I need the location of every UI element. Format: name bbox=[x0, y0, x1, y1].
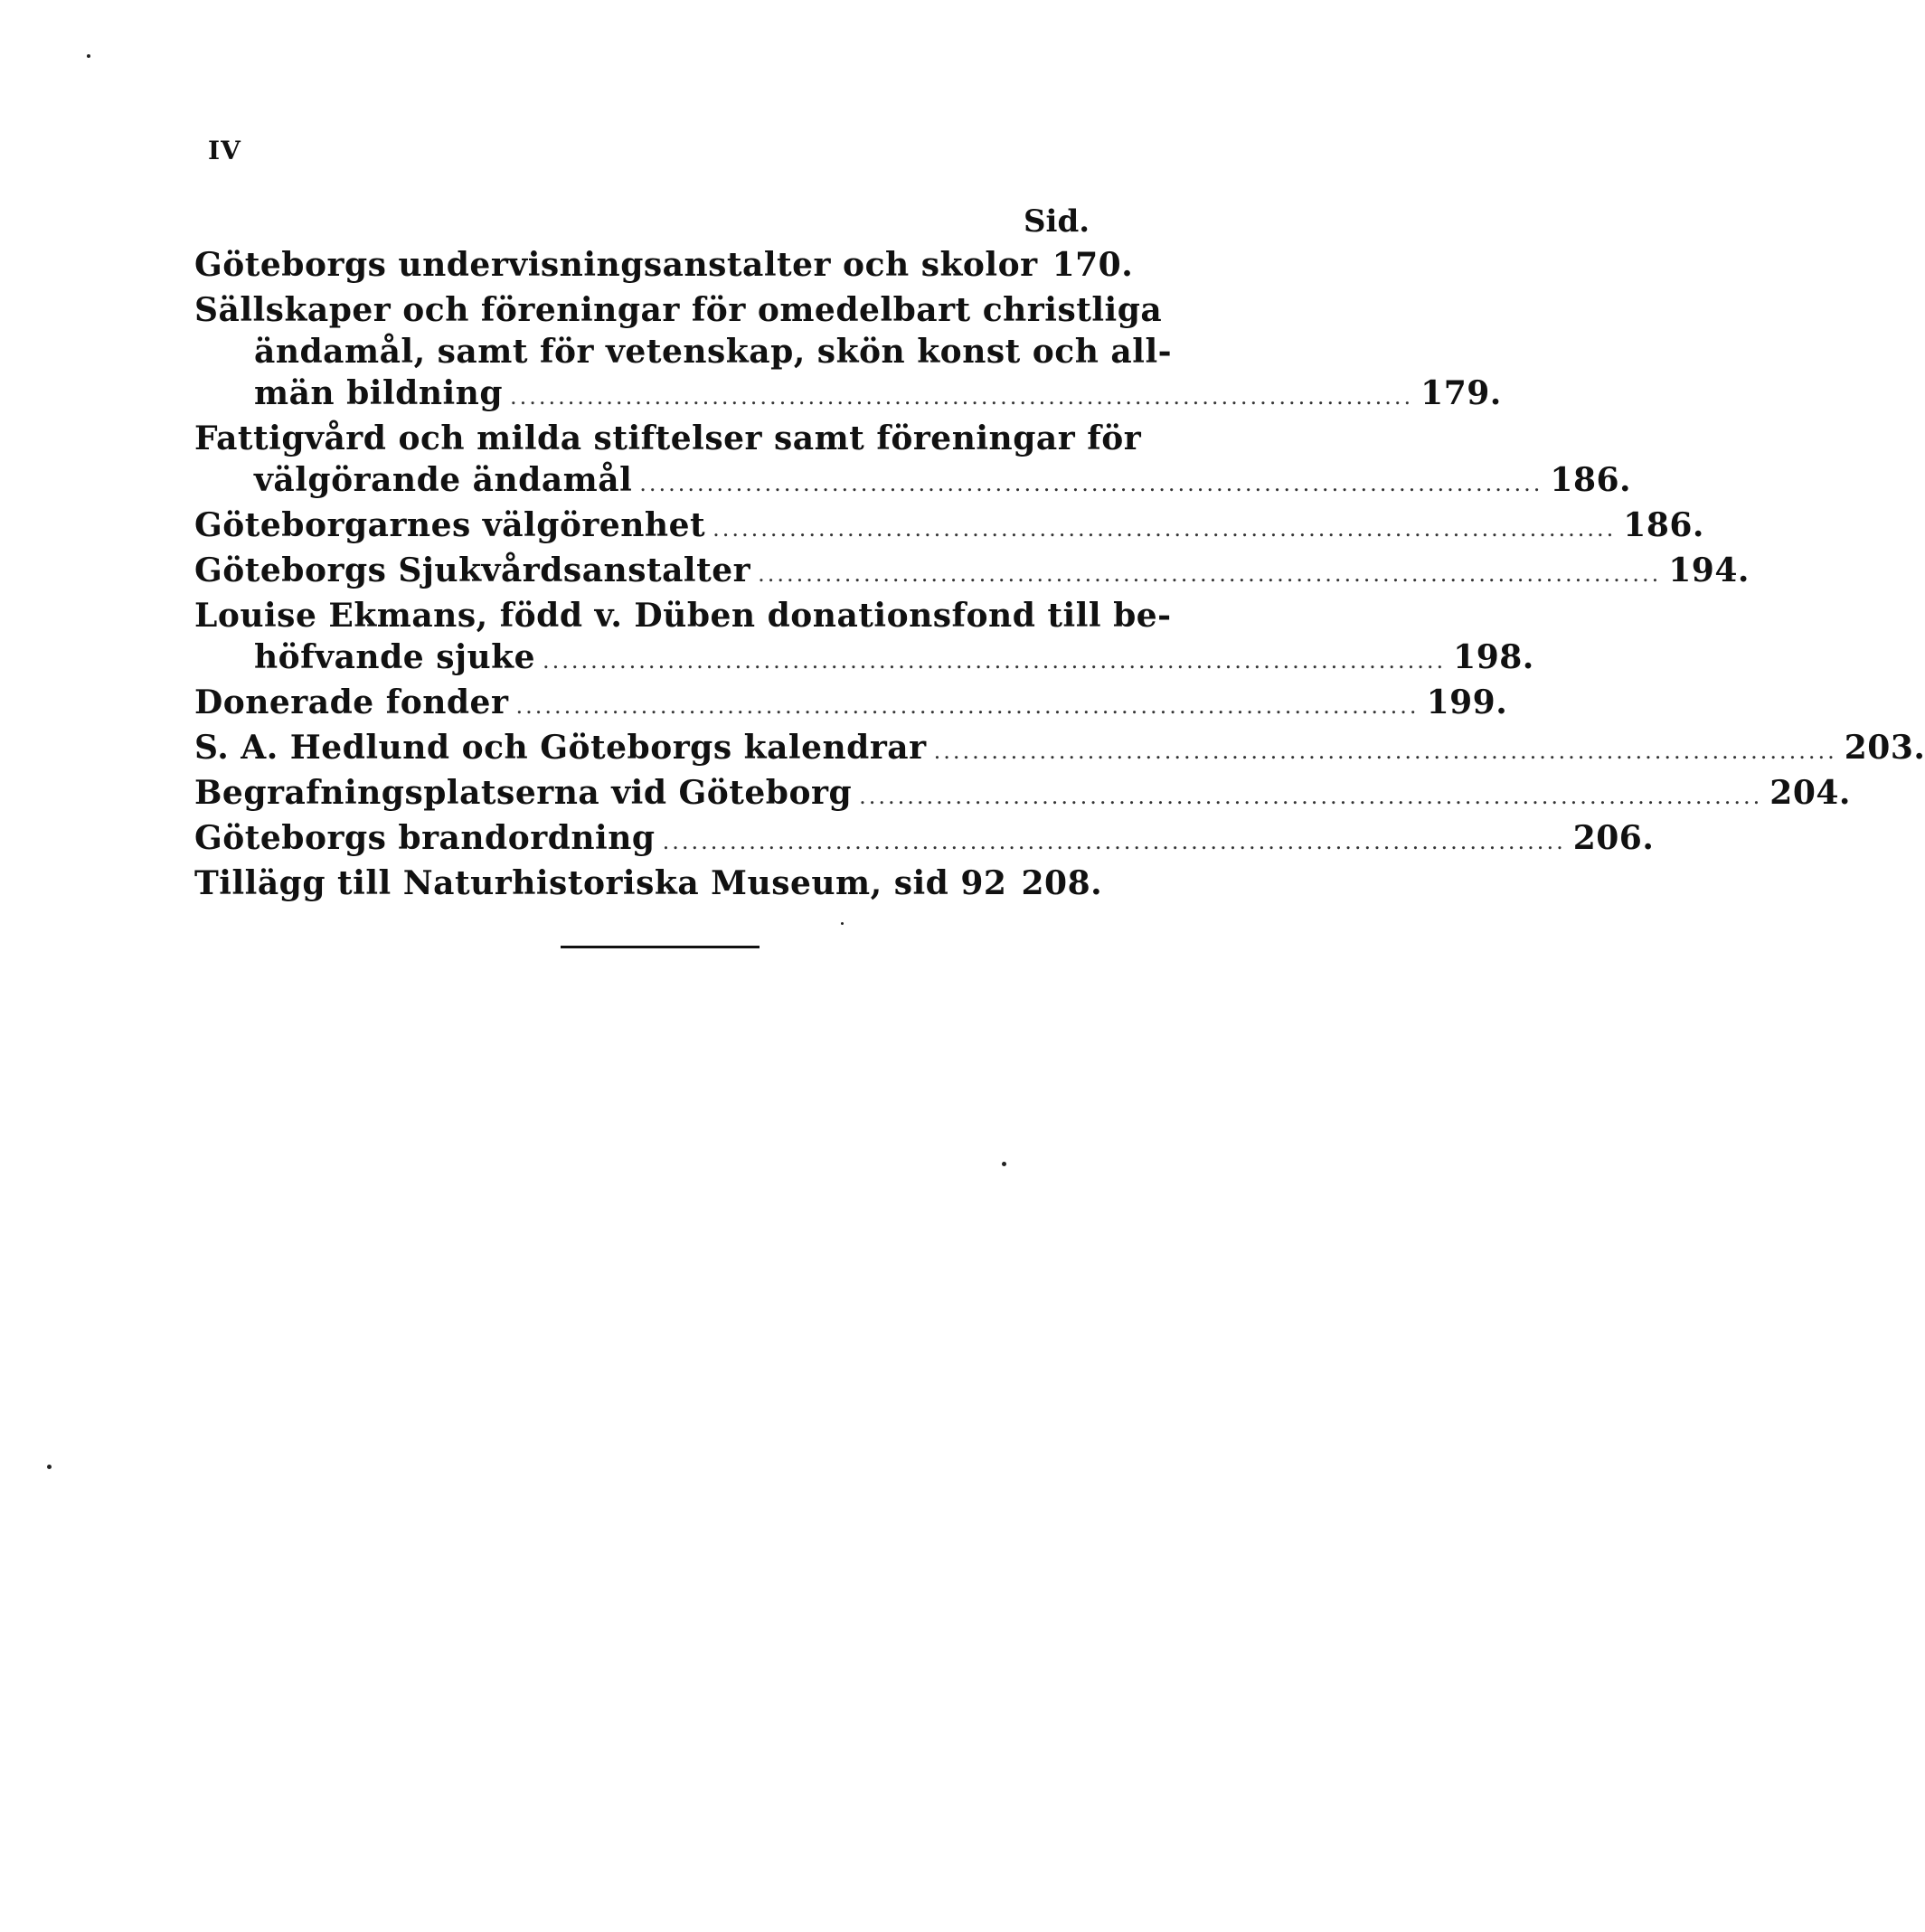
toc-entry bbox=[194, 244, 1134, 289]
toc-entry-page: 208. bbox=[1021, 864, 1103, 902]
toc-entry-title: Fattigvård och milda stiftelser samt föreningar för bbox=[194, 419, 1142, 457]
page-number: IV bbox=[208, 136, 241, 165]
toc-entry-title: Göteborgs undervisningsanstalter och skolor bbox=[194, 246, 1038, 284]
toc-entry-title-continued: välgörande ändamål bbox=[254, 461, 633, 499]
toc-entry bbox=[194, 418, 1632, 504]
dot-leader: .............................................................................................. bbox=[510, 384, 1414, 410]
dot-leader: .............................................................................................. bbox=[859, 784, 1763, 809]
toc-entry bbox=[194, 550, 1750, 595]
toc-entry bbox=[194, 682, 1508, 727]
toc-entry-title: S. A. Hedlund och Göteborgs kalendrar bbox=[194, 729, 927, 767]
scan-speck bbox=[1002, 1162, 1006, 1166]
scan-speck bbox=[87, 54, 90, 58]
toc-entry bbox=[194, 595, 1534, 682]
toc-entry bbox=[194, 772, 1851, 817]
dot-leader: .............................................................................................. bbox=[639, 471, 1543, 496]
dot-leader: .............................................................................................. bbox=[662, 829, 1566, 854]
toc-entry-page: 203. bbox=[1844, 729, 1925, 767]
toc-entry-title-continued: ändamål, samt för vetenskap, skön konst och all- bbox=[254, 333, 1173, 371]
toc-entry bbox=[194, 727, 1925, 772]
toc-entry-page: 206. bbox=[1572, 819, 1655, 857]
toc-entry-title: Göteborgs brandordning bbox=[194, 819, 656, 857]
scan-speck bbox=[47, 1465, 52, 1469]
page-column-label: Sid. bbox=[1024, 203, 1090, 240]
toc-entry-title-continued: män bildning bbox=[254, 374, 504, 412]
toc-entry-page: 179. bbox=[1420, 374, 1502, 412]
toc-entry-page: 186. bbox=[1623, 506, 1704, 544]
toc-entry-page: 198. bbox=[1453, 638, 1534, 676]
toc-entry-title: Louise Ekmans, född v. Düben donationsfond till be- bbox=[194, 597, 1172, 635]
toc-entry-page: 204. bbox=[1769, 774, 1851, 812]
toc-entry-page: 170. bbox=[1052, 246, 1134, 284]
toc-entry bbox=[194, 862, 1103, 908]
closing-rule bbox=[561, 946, 760, 948]
toc-entry-page: 199. bbox=[1426, 683, 1508, 721]
dot-leader: .............................................................................................. bbox=[515, 693, 1420, 719]
toc-entry-page: 186. bbox=[1550, 461, 1632, 499]
scan-speck bbox=[841, 922, 844, 925]
toc-entry-title: Göteborgs Sjukvårdsanstalter bbox=[194, 551, 751, 589]
toc-entry-title: Sällskaper och föreningar för omedelbart christliga bbox=[194, 291, 1163, 329]
toc-entry-page: 194. bbox=[1668, 551, 1750, 589]
toc-entry-title: Göteborgarnes välgörenhet bbox=[194, 506, 706, 544]
dot-leader: .............................................................................................. bbox=[712, 516, 1617, 542]
toc-entry-title-continued: höfvande sjuke bbox=[254, 638, 536, 676]
table-of-contents bbox=[194, 244, 1925, 908]
toc-entry bbox=[194, 817, 1655, 862]
dot-leader: .............................................................................................. bbox=[933, 739, 1837, 764]
dot-leader: .............................................................................................. bbox=[758, 561, 1662, 587]
toc-entry bbox=[194, 289, 1502, 418]
toc-entry-title: Begrafningsplatserna vid Göteborg bbox=[194, 774, 853, 812]
dot-leader: .............................................................................................. bbox=[543, 648, 1447, 674]
toc-entry-title: Tillägg till Naturhistoriska Museum, sid 92 bbox=[194, 864, 1007, 902]
toc-entry bbox=[194, 504, 1704, 550]
toc-entry-title: Donerade fonder bbox=[194, 683, 509, 721]
